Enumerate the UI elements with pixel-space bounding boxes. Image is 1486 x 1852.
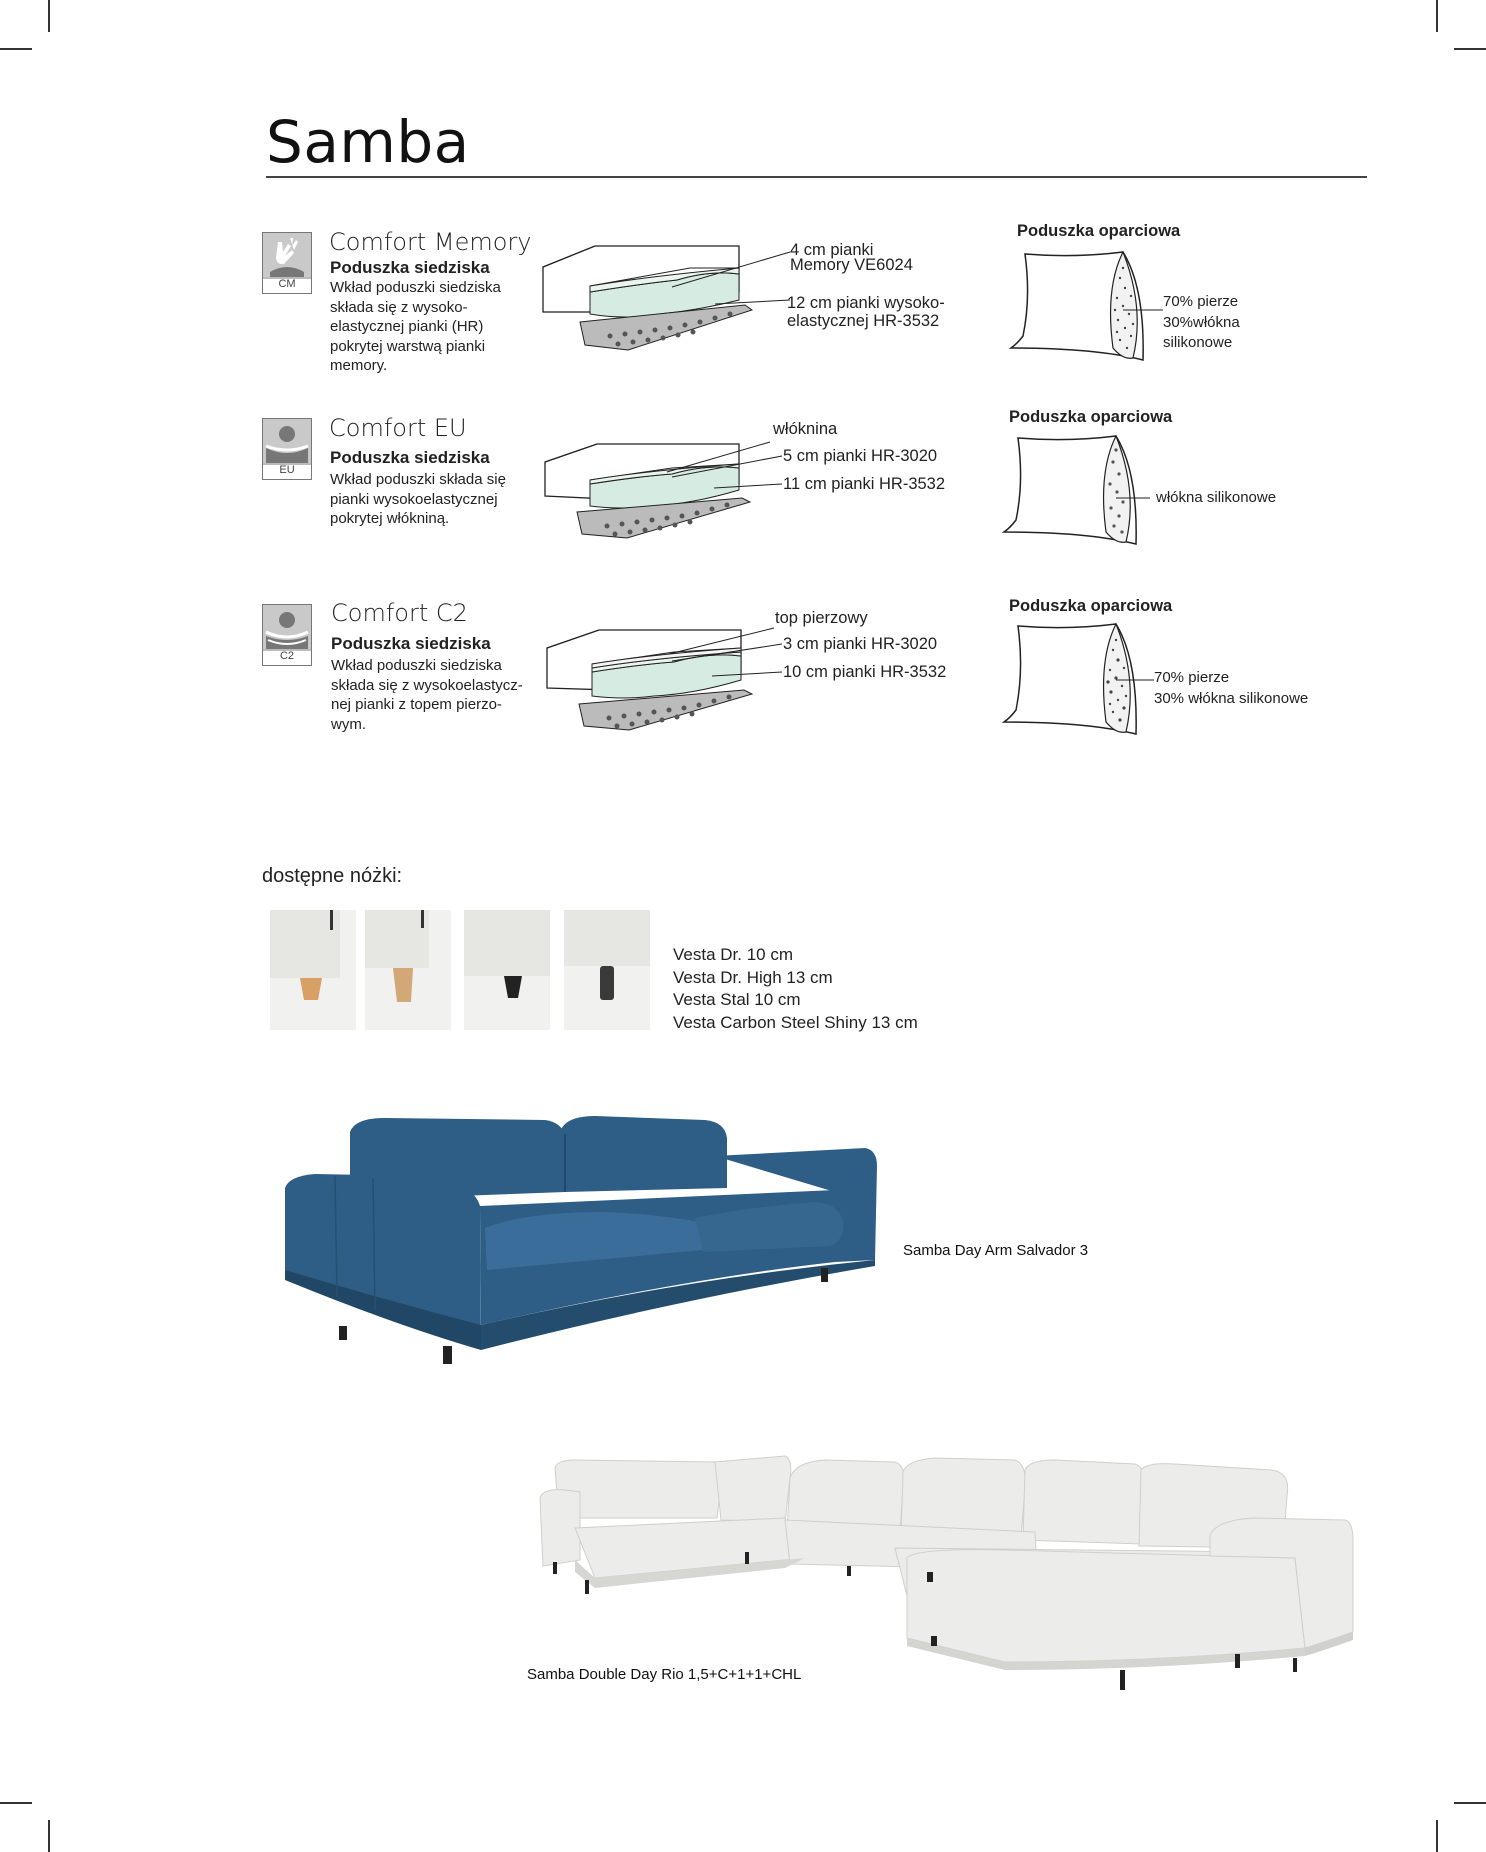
back-cushion-fill: włókna silikonowe — [1156, 489, 1277, 506]
layer-label: 12 cm pianki wysoko- elastycznej HR-3532 — [787, 294, 945, 330]
comfort-subtitle: Poduszka siedziska — [331, 634, 491, 653]
leg-thumbnail — [365, 910, 451, 1030]
crop-mark — [0, 48, 32, 50]
leg-mark — [600, 966, 614, 1000]
leg-option: Vesta Stal 10 cm — [673, 990, 801, 1009]
comfort-description: Wkład poduszki składa się pianki wysokoelastycznej pokrytej włókniną. — [330, 471, 506, 527]
badge-code: EU — [279, 464, 295, 476]
layer-label: 4 cm pianki Memory VE6024 — [790, 241, 913, 274]
leg-thumbnail — [464, 910, 550, 1030]
leg-option: Vesta Dr. High 13 cm — [673, 967, 833, 987]
crop-mark — [1436, 0, 1438, 32]
leg-thumbnail — [270, 910, 356, 1030]
layer-label: 11 cm pianki HR-3532 — [783, 475, 946, 493]
crop-mark — [1454, 1802, 1486, 1804]
back-cushion-fill: 70% pierze 30%włókna silikonowe — [1163, 293, 1240, 351]
legs-heading: dostępne nóżki: — [262, 865, 403, 887]
product-caption: Samba Day Arm Salvador 3 — [903, 1242, 1089, 1259]
back-cushion-title: Poduszka oparciowa — [1009, 597, 1173, 615]
blue-sofa-image — [275, 1110, 885, 1375]
crop-mark — [48, 0, 50, 32]
page-title: Samba — [266, 108, 470, 176]
seat-cushion-diagram — [544, 626, 804, 732]
crop-mark — [1454, 48, 1486, 50]
layer-label: top pierzowy — [775, 609, 868, 627]
badge-code: CM — [278, 278, 296, 290]
layer-label: 3 cm pianki HR-3020 — [783, 635, 938, 653]
leg-thumbnail — [564, 910, 650, 1030]
comfort-description: Wkład poduszki siedziska składa się z wysoko- elastycznej pianki (HR) pokrytej warstwą pianki memory. — [330, 279, 501, 374]
comfort-description: Wkład poduszki siedziska składa się z wysokoelastycz- nej pianki z topem pierzo- wym. — [331, 657, 523, 733]
seat-cushion-diagram — [540, 240, 805, 352]
sectional-body — [540, 1456, 1353, 1662]
layer-label: 10 cm pianki HR-3532 — [783, 663, 947, 681]
back-cushion-title: Poduszka oparciowa — [1009, 408, 1173, 426]
back-cushion-title: Poduszka oparciowa — [1017, 222, 1181, 240]
crop-mark — [1436, 1820, 1438, 1852]
seat-cushion-diagram — [542, 440, 802, 540]
leg-option: Vesta Carbon Steel Shiny 13 cm — [673, 1012, 918, 1032]
legs-list — [673, 944, 918, 1034]
comfort-name: Comfort Memory — [329, 228, 532, 256]
product-caption: Samba Double Day Rio 1,5+C+1+1+CHL — [527, 1666, 802, 1683]
comfort-subtitle: Poduszka siedziska — [330, 448, 490, 467]
back-cushion-diagram — [1005, 248, 1165, 368]
comfort-eu-badge — [262, 418, 312, 485]
back-cushion-diagram — [998, 432, 1158, 552]
comfort-memory-badge — [262, 232, 312, 299]
title-rule — [266, 176, 1367, 178]
back-cushion-fill: 70% pierze 30% włókna silikonowe — [1154, 669, 1309, 707]
comfort-subtitle: Poduszka siedziska — [330, 258, 490, 277]
layer-label: włóknina — [773, 420, 838, 438]
layer-label: 5 cm pianki HR-3020 — [783, 447, 938, 465]
comfort-name: Comfort EU — [329, 414, 467, 442]
crop-mark — [48, 1820, 50, 1852]
badge-code: C2 — [279, 650, 295, 662]
crop-mark — [0, 1802, 32, 1804]
comfort-name: Comfort C2 — [331, 599, 468, 627]
leg-option: Vesta Dr. 10 cm — [673, 945, 793, 964]
comfort-c2-badge — [262, 604, 312, 671]
back-cushion-diagram — [998, 620, 1158, 742]
